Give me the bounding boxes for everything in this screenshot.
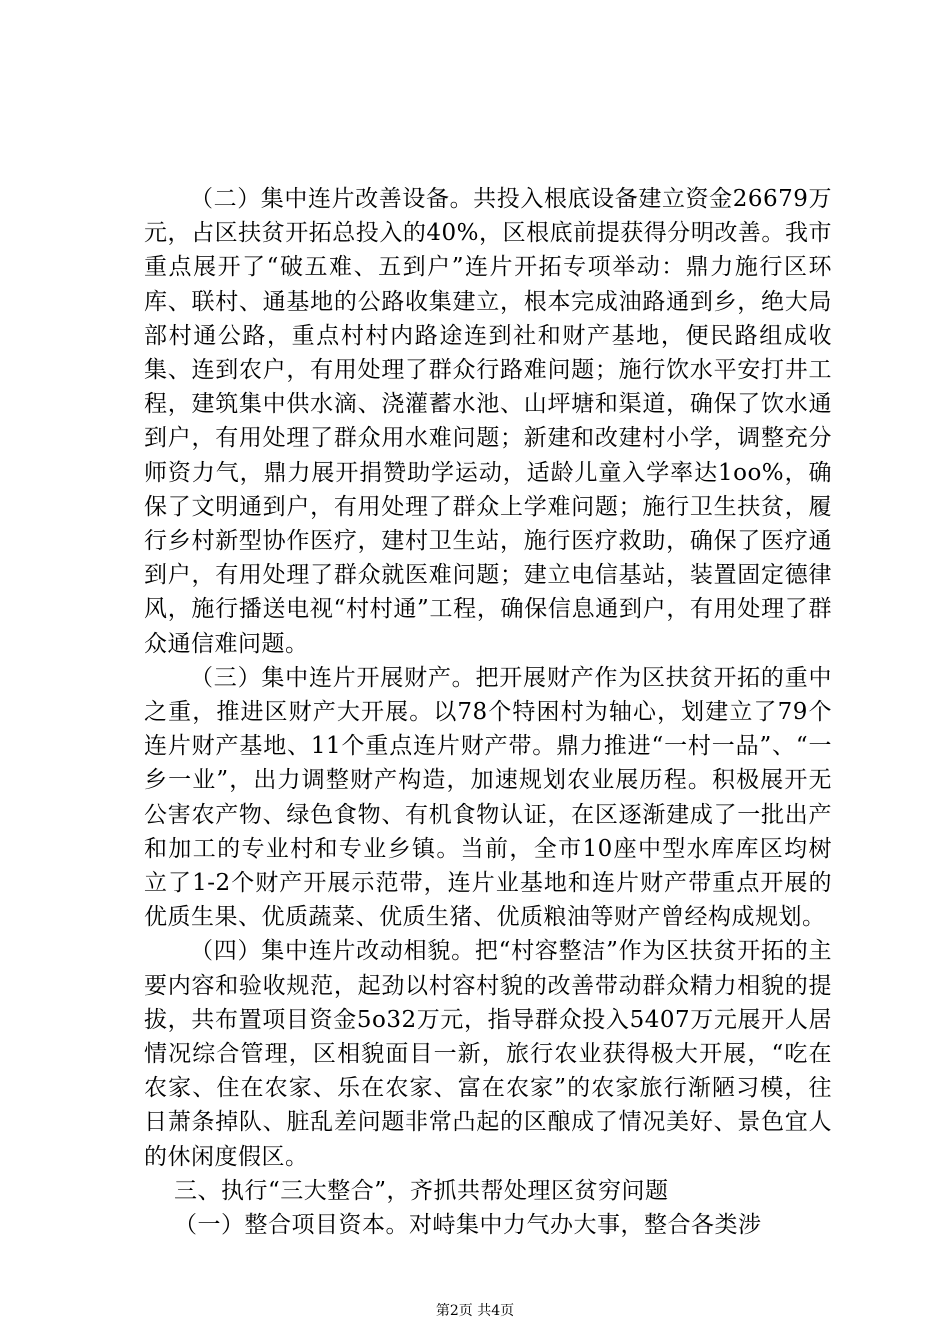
paragraph-3-1: （一）整合项目资本。对峙集中力气办大事，整合各类涉 xyxy=(174,1212,762,1239)
paragraph-3: （三）集中连片开展财产。把开展财产作为区扶贫开拓的重中之重，推进区财产大开展。以78个特困村为轴心，划建立了79个连片财产基地、11个重点连片财产带。鼎力推进“一村一品”、“一乡一业”，出力调整财产构造，加速规划农业展历程。积极展开无公害农产物、绿色食物、有机食物认证，在区逐渐建成了一批出产和加工的专业村和专业乡镇。当前，全市10座中型水库库区均树立了1-2个财产开展示范带，连片业基地和连片财产带重点开展的优质生果、优质蔬菜、优质生猪、优质粮油等财产曾经构成规划。 xyxy=(144,664,832,931)
paragraph-4: （四）集中连片改动相貌。把“村容整洁”作为区扶贫开拓的主要内容和验收规范，起劲以村容村貌的改善带动群众精力相貌的提拔，共布置项目资金5o32万元，指导群众投入5407万元展开人居情况综合管理，区相貌面目一新，旅行农业获得极大开展，“吃在农家、住在农家、乐在农家、富在农家”的农家旅行渐陋习模，往日萧条掉队、脏乱差问题非常凸起的区酿成了情况美好、景色宜人的休闲度假区。 xyxy=(144,938,832,1170)
document-body xyxy=(144,182,832,1242)
section-heading-3: 三、执行“三大整合”，齐抓共帮处理区贫穷问题 xyxy=(174,1177,669,1204)
paragraph-2: （二）集中连片改善设备。共投入根底设备建立资金26679万元，占区扶贫开拓总投入的40%，区根底前提获得分明改善。我市重点展开了“破五难、五到户”连片开拓专项举动：鼎力施行区环库、联村、通基地的公路收集建立，根本完成油路通到乡，绝大局部村通公路，重点村村内路途连到社和财产基地，便民路组成收集、连到农户，有用处理了群众行路难问题；施行饮水平安打井工程，建筑集中供水滴、浇灌蓄水池、山坪塘和渠道，确保了饮水通到户，有用处理了群众用水难问题；新建和改建村小学，调整充分师资力气，鼎力展开捐赞助学运动，适龄儿童入学率达1oo%，确保了文明通到户，有用处理了群众上学难问题；施行卫生扶贫，履行乡村新型协作医疗，建村卫生站，施行医疗救助，确保了医疗通到户，有用处理了群众就医难问题；建立电信基站，装置固定德律风，施行播送电视“村村通”工程，确保信息通到户，有用处理了群众通信难问题。 xyxy=(144,186,832,657)
page-footer: 第2页 共4页 xyxy=(435,1303,515,1319)
